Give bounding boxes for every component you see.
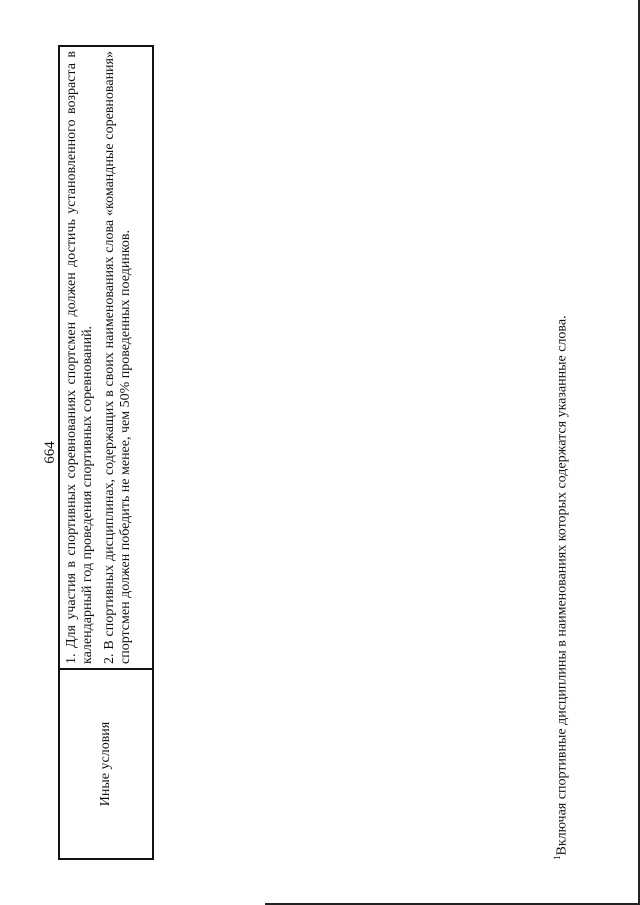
footnote [552,45,571,860]
rotated-page-content [40,45,600,860]
condition-item-2: 2. В спортивных дисциплинах, содержащих в своих наименованиях слова «командные соревнования» спортсмен должен победить не менее, чем 50% проведенных поединков. [102,51,133,664]
condition-item-1: 1. Для участия в спортивных соревнованиях спортсмен должен достичь установленного возраста в календарный год проведения спортивных соревнований. [64,51,95,664]
page-number: 664 [42,441,58,464]
row-label: Иные условия [59,669,153,859]
footnote-text: Включая спортивные дисциплины в наименованиях которых содержатся указанные слова. [554,315,570,856]
footnote-marker: 1 [552,855,562,860]
table-row [59,46,153,859]
row-content [59,46,153,669]
conditions-table [58,45,154,860]
